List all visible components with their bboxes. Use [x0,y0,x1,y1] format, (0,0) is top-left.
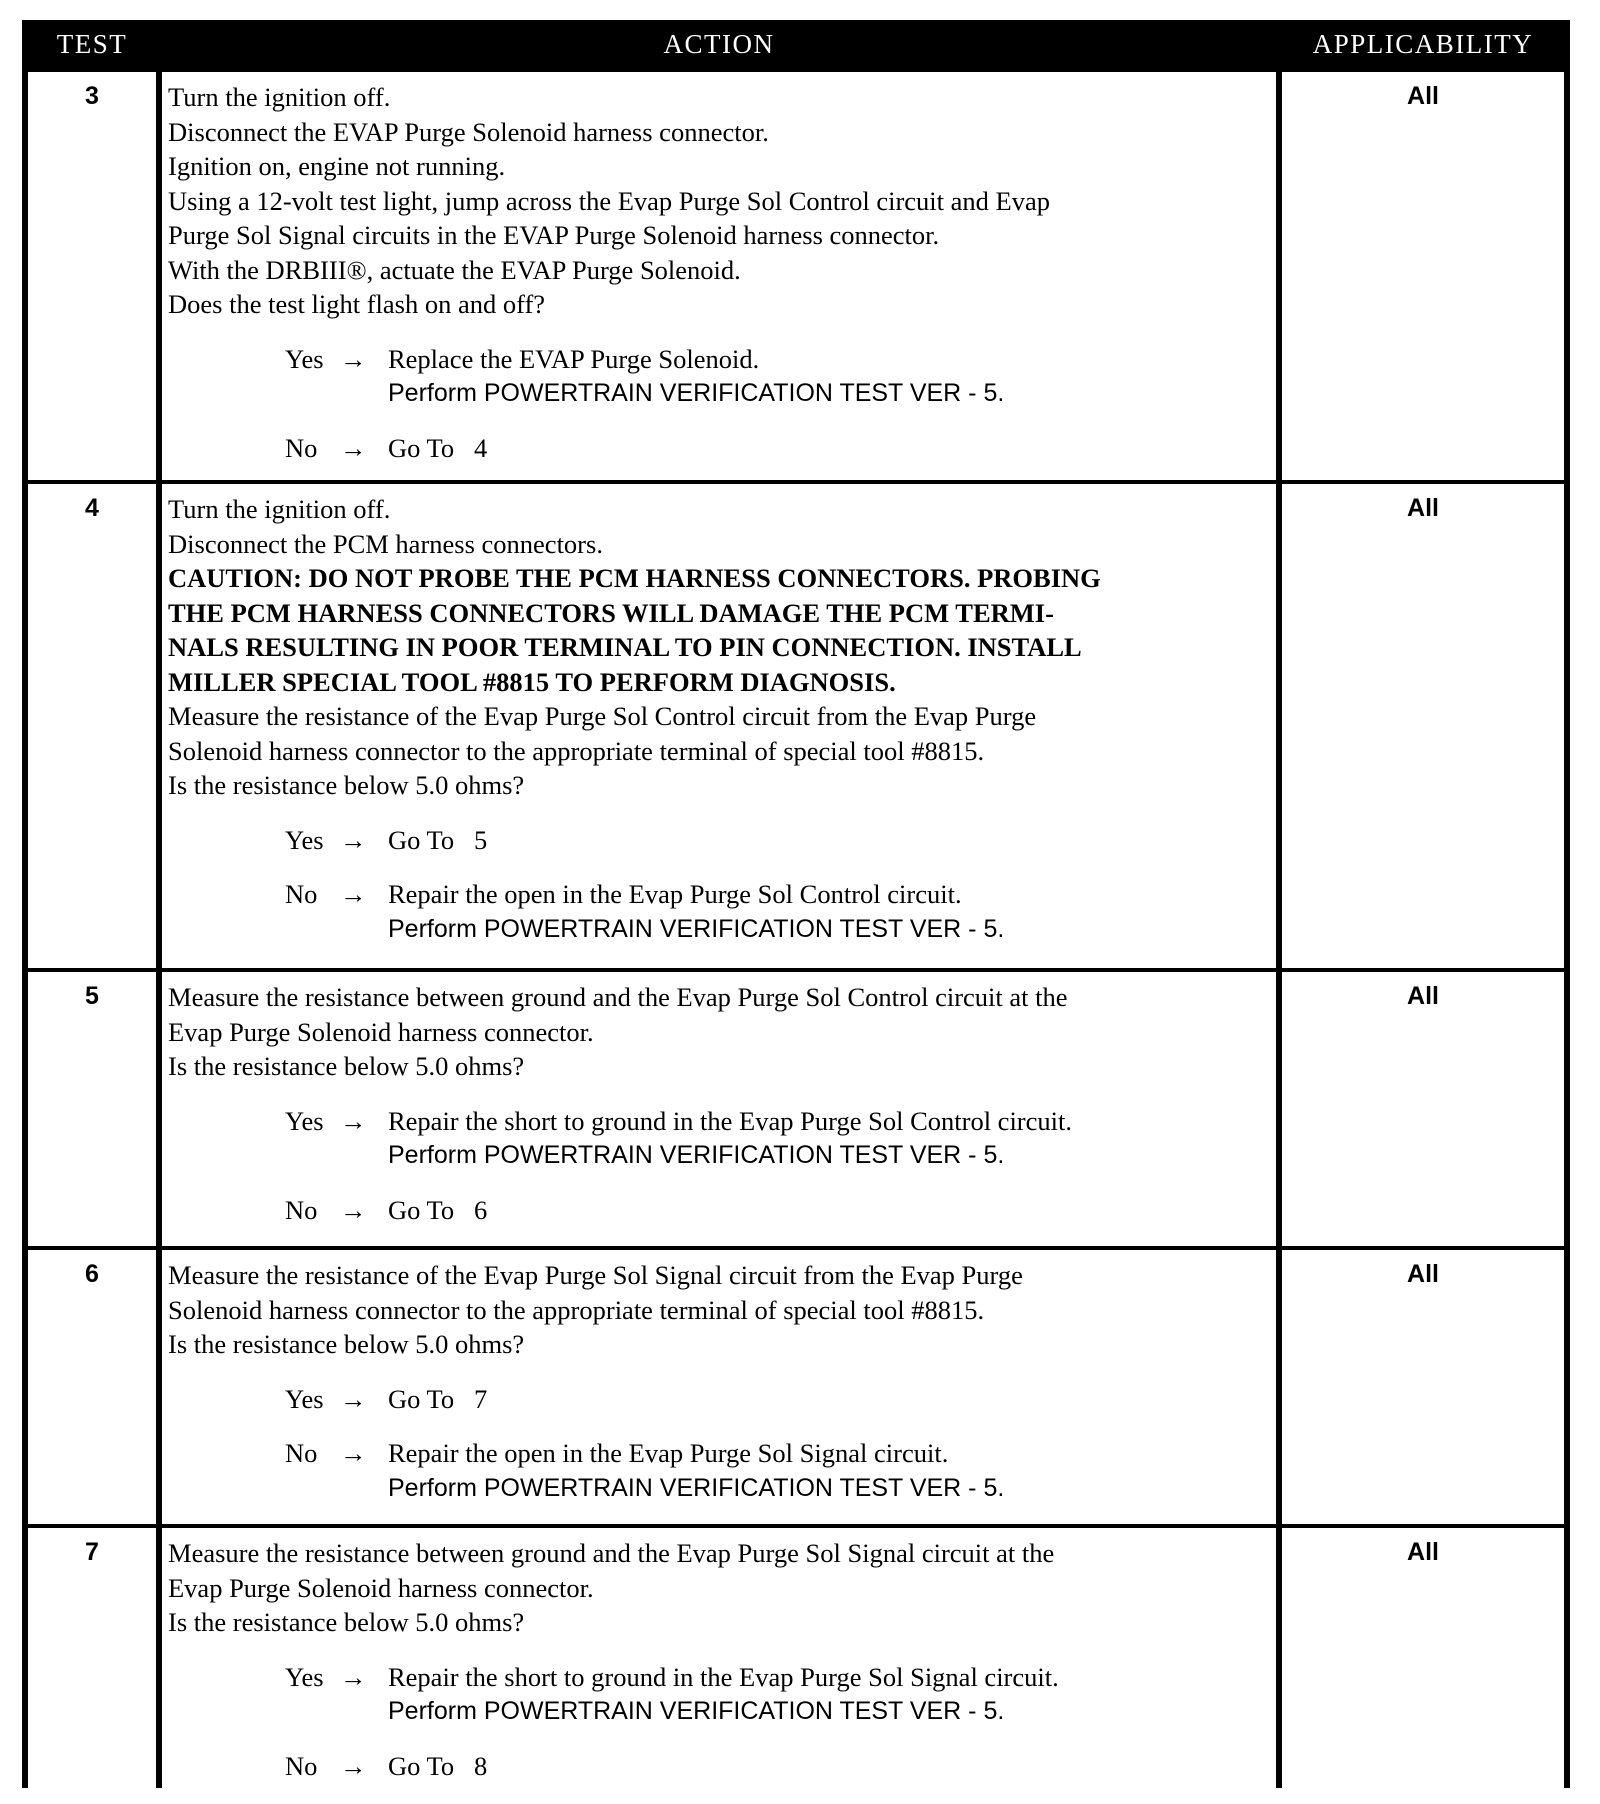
action-line: Measure the resistance of the Evap Purge Sol Signal circuit from the Evap Purge [168,1260,1023,1290]
action-line: Ignition on, engine not running. [168,151,506,181]
action-line: Is the resistance below 5.0 ohms? [168,1329,525,1359]
result-line: Go To 8 [388,1750,488,1781]
action-line: Purge Sol Signal circuits in the EVAP Purge Solenoid harness connector. [168,220,940,250]
applicability-value: All [1282,484,1564,968]
caution-line: THE PCM HARNESS CONNECTORS WILL DAMAGE THE PCM TERMI- [168,597,1054,628]
no-label: No [285,432,318,463]
no-label: No [285,1194,318,1225]
action-line: Using a 12-volt test light, jump across the Evap Purge Sol Control circuit and Evap [168,185,1050,216]
result-line: Replace the EVAP Purge Solenoid. [388,343,760,374]
right-arrow-icon: → [340,432,367,463]
no-label: No [285,1438,318,1468]
result-line: Perform POWERTRAIN VERIFICATION TEST VER - 5. [388,1473,1005,1502]
test-action [162,484,1276,968]
test-action [162,72,1276,480]
action-line: Disconnect the EVAP Purge Solenoid harness connector. [168,116,769,147]
yes-result [328,342,1270,411]
right-arrow-icon: → [340,1194,367,1225]
no-result [328,431,1270,466]
caution-line: MILLER SPECIAL TOOL #8815 TO PERFORM DIAGNOSIS. [168,666,896,697]
test-number: 6 [28,1250,156,1524]
no-branch [168,1436,1270,1505]
action-line: Turn the ignition off. [168,494,391,524]
action-line: Evap Purge Solenoid harness connector. [168,1572,594,1603]
no-branch [168,1749,1270,1784]
no-label: No [285,1750,318,1781]
result-line: Perform POWERTRAIN VERIFICATION TEST VER - 5. [388,379,1005,407]
result-line: Perform POWERTRAIN VERIFICATION TEST VER - 5. [388,1697,1005,1725]
yes-result [328,1104,1270,1173]
result-line: Go To 6 [388,1194,488,1225]
test-action [162,1528,1276,1802]
action-line: Is the resistance below 5.0 ohms? [168,1051,525,1081]
right-arrow-icon: → [340,1750,367,1781]
action-line: Is the resistance below 5.0 ohms? [168,770,525,800]
yes-branch [168,1660,1270,1729]
result-line: Go To 5 [388,824,488,855]
action-line: With the DRBIII®, actuate the EVAP Purge Solenoid. [168,254,741,285]
right-arrow-icon: → [340,1661,367,1692]
right-arrow-icon: → [340,824,367,855]
result-line: Repair the short to ground in the Evap Purge Sol Signal circuit. [388,1661,1059,1692]
test-number: 3 [28,72,156,480]
result-line: Repair the short to ground in the Evap Purge Sol Control circuit. [388,1105,1072,1136]
applicability-value: All [1282,1250,1564,1524]
action-line: Measure the resistance between ground and the Evap Purge Sol Control circuit at the [168,982,1068,1012]
action-line: Measure the resistance between ground and the Evap Purge Sol Signal circuit at the [168,1538,1055,1568]
action-line: Evap Purge Solenoid harness connector. [168,1016,594,1047]
no-branch [168,1193,1270,1228]
result-line: Perform POWERTRAIN VERIFICATION TEST VER - 5. [388,914,1005,943]
action-line: Measure the resistance of the Evap Purge Sol Control circuit from the Evap Purge [168,701,1037,731]
right-arrow-icon: → [340,879,367,909]
yes-label: Yes [285,1661,324,1692]
yes-branch [168,823,1270,858]
test-number: 4 [28,484,156,968]
test-number: 5 [28,972,156,1246]
yes-branch [168,1382,1270,1417]
result-line: Go To 7 [388,1383,488,1414]
action-line: Disconnect the PCM harness connectors. [168,528,603,559]
action-line: Solenoid harness connector to the appropriate terminal of special tool #8815. [168,735,985,766]
action-line: Solenoid harness connector to the appropriate terminal of special tool #8815. [168,1294,985,1325]
no-result [328,1436,1270,1505]
no-branch [168,877,1270,946]
result-line: Go To 4 [388,432,488,463]
test-action [162,1250,1276,1524]
yes-result [328,1660,1270,1729]
applicability-value: All [1282,972,1564,1246]
result-line: Repair the open in the Evap Purge Sol Control circuit. [388,879,962,909]
diagnostic-test-table [22,20,1570,1788]
header-applicability: APPLICABILITY [1312,28,1534,59]
caution-line: NALS RESULTING IN POOR TERMINAL TO PIN CONNECTION. INSTALL [168,632,1082,662]
result-line: Repair the open in the Evap Purge Sol Signal circuit. [388,1438,949,1468]
result-line: Perform POWERTRAIN VERIFICATION TEST VER - 5. [388,1141,1005,1169]
right-arrow-icon: → [340,1105,367,1136]
yes-branch [168,342,1270,411]
header-action: ACTION [663,28,775,59]
action-line: Is the resistance below 5.0 ohms? [168,1607,525,1637]
yes-result [328,1382,1270,1417]
no-label: No [285,879,318,909]
caution-line: CAUTION: DO NOT PROBE THE PCM HARNESS CONNECTORS. PROBING [168,563,1101,593]
yes-label: Yes [285,824,324,855]
applicability-value: All [1282,1528,1564,1802]
header-test: TEST [56,28,128,59]
no-result [328,1749,1270,1784]
test-action [162,972,1276,1246]
action-line: Does the test light flash on and off? [168,289,546,319]
test-number: 7 [28,1528,156,1802]
yes-label: Yes [285,343,324,374]
no-result [328,877,1270,946]
no-result [328,1193,1270,1228]
yes-result [328,823,1270,858]
yes-branch [168,1104,1270,1173]
right-arrow-icon: → [340,343,367,374]
applicability-value: All [1282,72,1564,480]
no-branch [168,431,1270,466]
action-line: Turn the ignition off. [168,82,391,112]
right-arrow-icon: → [340,1383,367,1414]
yes-label: Yes [285,1105,324,1136]
yes-label: Yes [285,1383,324,1414]
right-arrow-icon: → [340,1438,367,1468]
